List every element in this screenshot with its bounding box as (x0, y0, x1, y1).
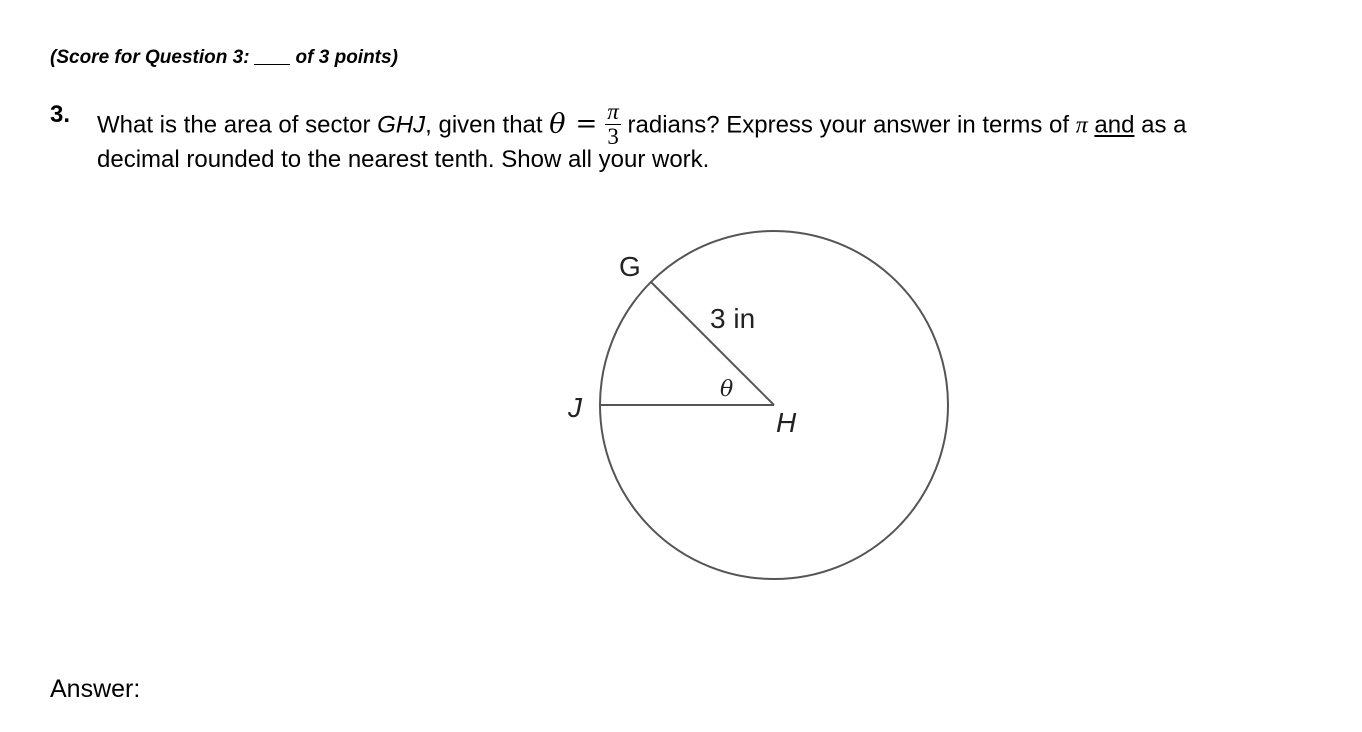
question-line-2: decimal rounded to the nearest tenth. Show all your work. (97, 146, 710, 173)
pi-symbol: π (1075, 112, 1088, 139)
question-text-radians: radians? Express your answer in terms of (627, 111, 1070, 139)
score-suffix: of 3 points) (295, 47, 398, 68)
question-number: 3. (50, 101, 71, 128)
underlined-and: and (1094, 111, 1135, 139)
question-text-end: as a (1141, 111, 1187, 139)
label-j: J (568, 392, 582, 423)
fraction-numerator: π (607, 99, 619, 124)
label-g: G (619, 251, 641, 282)
angle-theta-label: θ (720, 377, 734, 402)
radius-label: 3 in (710, 303, 756, 334)
fraction-denominator: 3 (607, 124, 619, 149)
theta-symbol: θ (549, 108, 566, 140)
radius-hg (651, 282, 774, 405)
question-text-given: , given that (425, 111, 543, 139)
score-prefix: (Score for Question 3: (50, 47, 250, 68)
question-text-start: What is the area of sector (97, 111, 371, 139)
answer-label: Answer: (50, 675, 141, 703)
label-h: H (776, 407, 797, 438)
equals-sign: = (575, 109, 598, 140)
sector-name: GHJ (377, 111, 426, 139)
